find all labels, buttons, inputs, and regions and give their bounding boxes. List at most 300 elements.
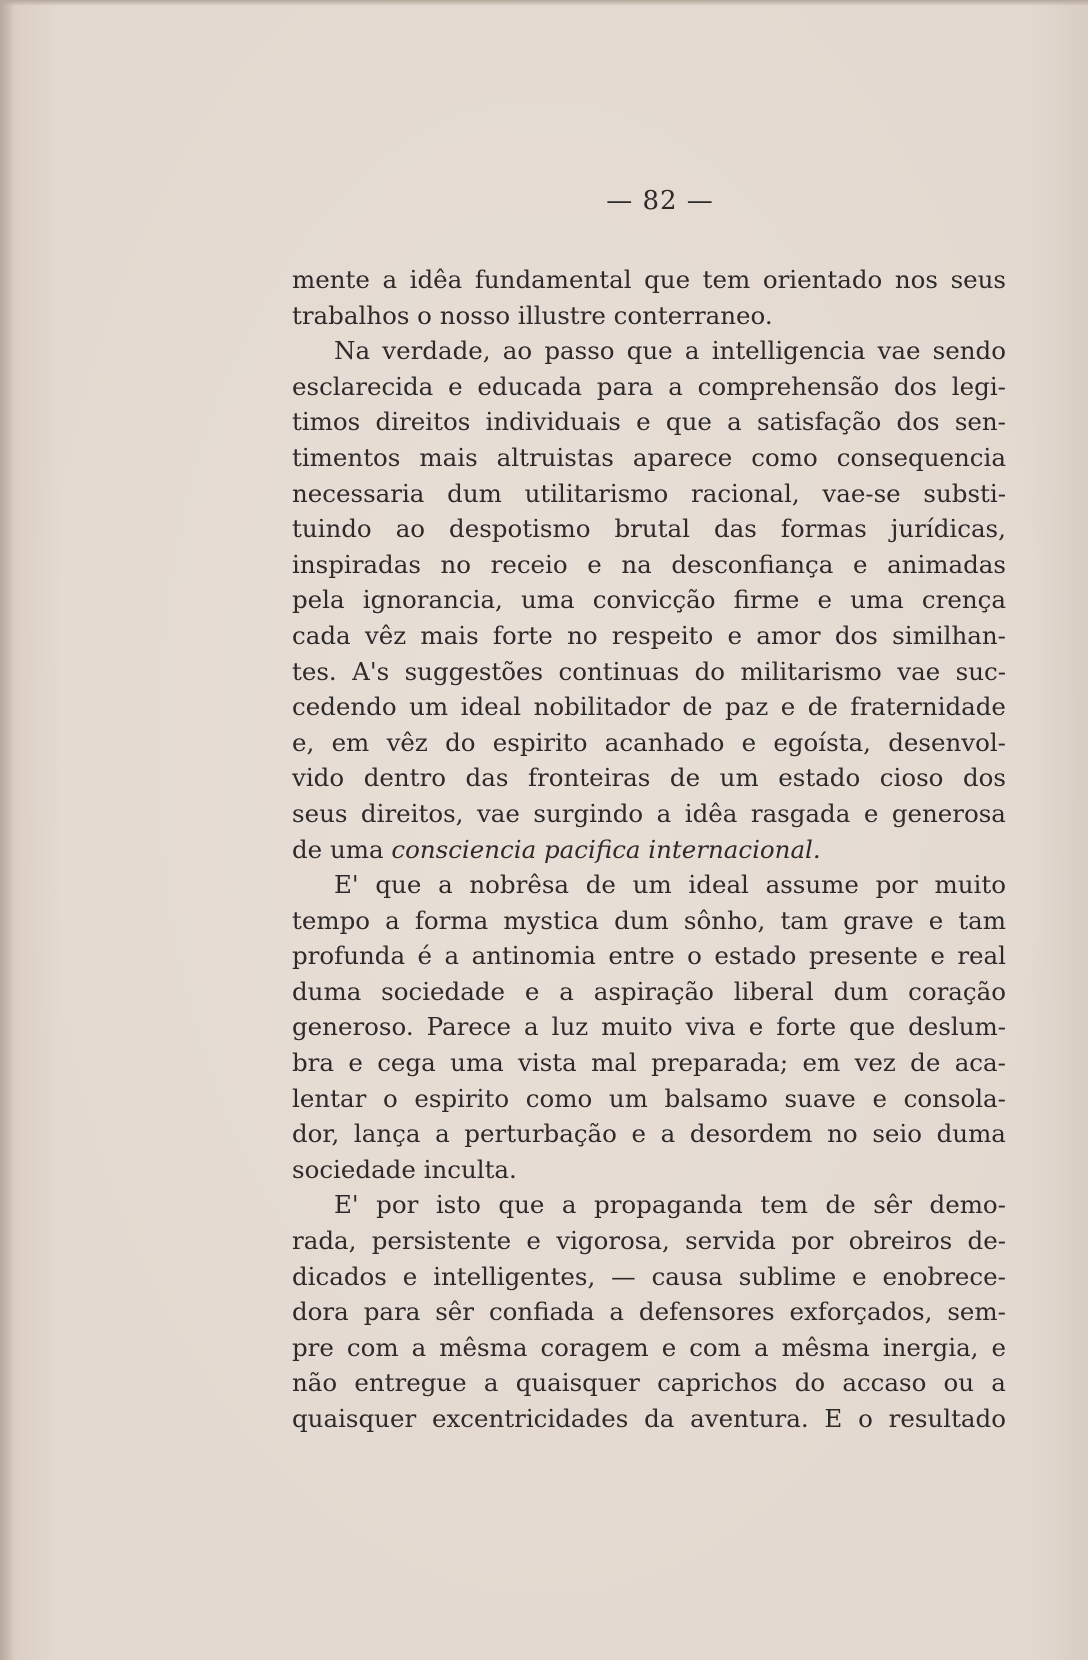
word: dos [893,371,937,401]
word: um [608,1083,648,1113]
text-line [292,654,1006,690]
word: o [687,941,702,971]
word: passo [544,336,615,366]
word: preparada; [651,1048,789,1078]
word: o [858,1404,873,1433]
word: e [661,1332,677,1362]
word: fronteiras [527,763,651,793]
word: de [825,1190,856,1220]
word: dor, [292,1119,340,1149]
word: e, [292,727,315,757]
word: similhan- [892,620,1006,650]
word: surgindo [533,798,644,828]
word: duma [936,1119,1006,1149]
text-line [292,476,1006,512]
word: e [872,1083,887,1113]
text-line [292,1081,1006,1117]
word: vez [854,1048,896,1078]
word: bra [292,1048,335,1078]
word: muito [934,870,1006,900]
word: defensores [638,1297,775,1327]
word: ao [395,514,426,544]
text-line-content [292,1152,517,1188]
word: cada [292,620,351,650]
word: e [748,1012,764,1042]
text-line [292,1045,1006,1081]
word: a [438,870,453,900]
word: obreiros [848,1226,953,1256]
word: antinomia [471,941,596,971]
word: desenvol- [888,727,1006,757]
word: timentos [292,442,401,472]
word: dum [833,976,889,1006]
text-line [292,974,1006,1010]
word: idêa [684,798,738,828]
word: do [694,656,726,686]
text-line [292,725,1006,761]
word: quaisquer [515,1368,640,1398]
text-line [292,262,1006,298]
word: de- [967,1226,1006,1256]
text-line [292,867,1006,903]
word: e [524,976,540,1006]
word: e [587,549,602,579]
word: timos [292,407,361,437]
word: racional, [691,478,800,508]
word: mais [419,442,478,472]
word: com [689,1332,741,1362]
word: luz [551,1012,589,1042]
word: intelligencia [711,336,866,366]
word: quaisquer [292,1404,417,1433]
text-line [292,369,1006,405]
word: a [609,1297,624,1327]
word: não [292,1368,338,1398]
word: ignorancia, [362,585,503,615]
word: a [559,976,574,1006]
word: fraternidade [850,692,1006,722]
text-line [292,511,1006,547]
word: e [727,620,743,650]
word: excentricidades [431,1404,629,1433]
word: que [498,1190,545,1220]
word: necessaria [292,478,425,508]
word: continuas [558,656,680,686]
word: mystica [503,905,599,935]
word: legi- [951,371,1006,401]
word: dos [962,763,1006,793]
word: é [417,941,433,971]
word: a [483,1368,499,1398]
word: no [567,620,598,650]
text-line-content [292,298,773,334]
word: sublime [738,1261,837,1291]
word: dum [614,905,669,935]
word: mente [292,265,370,294]
word: a [385,905,400,935]
word: causa [651,1261,723,1291]
word: E [824,1404,843,1433]
word: profunda [292,941,406,971]
word: ideal [460,692,522,722]
word: e [863,798,879,828]
word: substi- [923,478,1006,508]
text-line [292,1259,1006,1295]
word: a [656,798,672,828]
word: de [910,1048,941,1078]
text-line [292,1401,1006,1437]
word: rasgada [750,798,851,828]
word: generoso. [292,1012,414,1042]
word: o [382,1083,398,1113]
word: uma [520,585,575,615]
word: estado [778,763,861,793]
word: com [346,1332,399,1362]
word: a [435,1119,450,1149]
word: um [719,763,759,793]
word: a [753,1332,769,1362]
text-line [292,1294,1006,1330]
word: ideal [688,870,749,900]
word: a [382,265,398,294]
word: forma [414,905,489,935]
word: inspiradas [292,549,421,579]
text-line [292,404,1006,440]
word: um [409,692,449,722]
text-line [292,760,1006,796]
word: real [957,941,1006,971]
word: esclarecida [292,371,434,401]
word: E' [334,870,359,900]
word: a [727,407,742,437]
text-line [292,333,1006,369]
word: propaganda [594,1190,743,1220]
word: tuindo [292,514,372,544]
word: tem [702,265,751,294]
body-text [292,262,1006,1437]
word: dicados [292,1261,387,1291]
word: desconfiança [671,549,834,579]
word: suggestões [404,656,544,686]
word: nobrêsa [469,870,570,900]
word: deslum- [908,1012,1006,1042]
word: intelligentes, [433,1261,596,1291]
word: das [713,514,757,544]
word: inergia, [882,1332,979,1362]
word: duma [292,976,362,1006]
word: desordem [689,1119,813,1149]
word: idêa [409,265,463,294]
word: vae [897,656,941,686]
text-run: de uma [292,834,384,864]
word: caprichos [657,1368,778,1398]
word: nobilitador [533,692,670,722]
word: sêr [435,1297,475,1327]
text-line [292,582,1006,618]
word: jurídicas, [890,514,1006,544]
word: pela [292,585,345,615]
word: no [827,1119,858,1149]
word: suc- [955,656,1006,686]
word: sônho, [683,905,766,935]
word: estado [714,941,797,971]
word: orientado [762,265,883,294]
word: cedendo [292,692,397,722]
word: vêz [364,620,407,650]
word: no [440,549,472,579]
word: entre [608,941,675,971]
word: crença [921,585,1006,615]
word: tem [760,1190,808,1220]
page-number: — 82 — [606,186,714,216]
word: respeito [611,620,714,650]
word: sociedade [381,976,506,1006]
word: e [631,1119,647,1149]
word: para [596,371,654,401]
word: grave [843,905,914,935]
word: cega [377,1048,436,1078]
word: direitos [375,407,471,437]
word: a [561,1190,577,1220]
word: de [682,692,713,722]
word: pre [292,1332,334,1362]
word: acanhado [604,727,725,757]
word: vae-se [822,478,901,508]
word: uma [850,585,904,615]
word: em [331,727,370,757]
word: convicção [592,585,716,615]
word: formas [780,514,867,544]
word: mêsma [439,1332,528,1362]
word: e [348,1048,363,1078]
word: entregue [354,1368,467,1398]
word: a [991,1368,1006,1398]
word: e [928,905,944,935]
word: amor [756,620,821,650]
word: sêr [873,1190,912,1220]
word: aca- [954,1048,1006,1078]
word: a [684,336,700,366]
word: e [817,585,833,615]
word: dum [447,478,502,508]
word: persistente [371,1226,512,1256]
word: e [780,692,796,722]
word: tempo [292,905,371,935]
word: dora [292,1297,349,1327]
word: lança [353,1119,421,1149]
word: espirito [492,727,588,757]
text-line [292,1187,1006,1223]
word: lentar [292,1083,367,1113]
word: forte [776,1012,837,1042]
word: ou [943,1368,975,1398]
word: balsamo [664,1083,768,1113]
word: vista [518,1048,577,1078]
word: um [632,870,672,900]
word: cioso [879,763,944,793]
word: tes. [292,656,337,686]
text-line [292,618,1006,654]
word: militarismo [740,656,882,686]
word: educada [477,371,582,401]
word: vigorosa, [556,1226,670,1256]
word: vêz [386,727,428,757]
word: do [445,727,476,757]
word: que [626,336,673,366]
word: satisfação [757,407,882,437]
page-left-edge [0,0,14,1660]
word: suave [784,1083,856,1113]
word: a [524,1012,539,1042]
word: despotismo [449,514,591,544]
text-run: sociedade inculta. [292,1154,517,1184]
word: sen- [954,407,1006,437]
word: por [875,870,918,900]
word: seus [292,798,348,828]
word: brutal [614,514,690,544]
word: accaso [842,1368,927,1398]
word: a [668,371,683,401]
text-run: trabalhos o nosso illustre conterraneo. [292,300,773,330]
word: coragem [540,1332,649,1362]
word: ao [502,336,533,366]
word: confiada [488,1297,595,1327]
word: que [644,265,691,294]
word: e [526,1226,541,1256]
word: e [930,941,945,971]
word: de [669,763,701,793]
word: animadas [887,549,1006,579]
word: paz [725,692,769,722]
word: a [411,1332,427,1362]
text-line [292,547,1006,583]
text-line [292,1330,1006,1366]
word: a [444,941,460,971]
word: vae [476,798,520,828]
word: viva [685,1012,736,1042]
word: dos [896,407,940,437]
word: rada, [292,1226,357,1256]
word: resultado [888,1404,1006,1433]
word: dentro [363,763,446,793]
word: fundamental [474,265,632,294]
word: generosa [891,798,1006,828]
word: forte [492,620,553,650]
page-top-edge [0,0,1088,6]
word: aspiração [593,976,714,1006]
word: exforçados, [789,1297,933,1327]
word: individuais [485,407,621,437]
word: demo- [929,1190,1006,1220]
word: de [585,870,616,900]
word: egoísta, [773,727,871,757]
word: receio [490,549,568,579]
word: aparece [632,442,733,472]
word: mais [420,620,479,650]
word: direitos, [360,798,464,828]
word: dos [834,620,878,650]
text-line [292,689,1006,725]
word: como [525,1083,593,1113]
word: aventura. [690,1404,809,1433]
word: A's [352,656,390,686]
word: altruistas [496,442,614,472]
word: tam [958,905,1006,935]
word: E' [334,1190,359,1220]
word: uma [450,1048,504,1078]
word: coração [908,976,1006,1006]
word: a [660,1119,676,1149]
word: — [611,1261,636,1291]
word: em [802,1048,841,1078]
word: verdade, [382,336,491,366]
word: vae [877,336,921,366]
text-line [292,832,1006,868]
word: espirito [414,1083,510,1113]
word: e [636,407,651,437]
word: e [402,1261,418,1291]
word: firme [733,585,800,615]
word: e [448,371,463,401]
text-line [292,298,1006,334]
word: nos [894,265,938,294]
word: das [465,763,509,793]
word: assume [765,870,859,900]
word: servida [685,1226,776,1256]
word: do [794,1368,826,1398]
text-line [292,440,1006,476]
word: consequencia [836,442,1006,472]
word: e [741,727,757,757]
word: que [665,407,712,437]
word: sendo [932,336,1006,366]
word: utilitarismo [524,478,669,508]
word: por [376,1190,419,1220]
word: para [363,1297,421,1327]
word: que [375,870,422,900]
word: perturbação [464,1119,617,1149]
word: na [621,549,652,579]
word: de [807,692,838,722]
text-line [292,1223,1006,1259]
word: seus [950,265,1006,294]
word: da [644,1404,675,1433]
word: enobrece- [882,1261,1006,1291]
word: Na [334,336,371,366]
text-line-content [292,832,821,868]
text-line [292,938,1006,974]
word: vido [292,763,345,793]
word: Parece [426,1012,512,1042]
word: como [751,442,818,472]
word: sem- [947,1297,1006,1327]
word: isto [435,1190,481,1220]
word: muito [601,1012,673,1042]
text-line [292,1009,1006,1045]
text-line [292,796,1006,832]
word: presente [808,941,918,971]
text-line [292,1152,1006,1188]
word: tam [780,905,829,935]
word: consola- [903,1083,1006,1113]
word: seio [872,1119,922,1149]
word: e [852,1261,867,1291]
text-line [292,1116,1006,1152]
word: comprehensão [697,371,880,401]
word: mêsma [781,1332,870,1362]
text-line [292,903,1006,939]
italic-phrase: consciencia pacifica internacional. [391,834,821,864]
